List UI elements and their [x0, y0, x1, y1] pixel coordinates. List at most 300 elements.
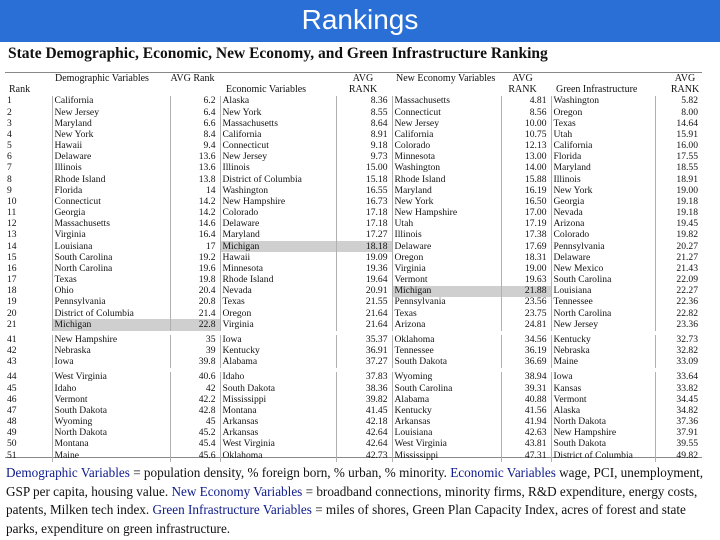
demographic-avg-cell: 35 [170, 333, 220, 346]
demographic-state-cell: New York [52, 130, 170, 141]
green-avg-cell: 33.64 [676, 371, 698, 383]
demographic-state-cell: Montana [52, 439, 170, 450]
table-row [5, 118, 702, 129]
demographic-avg-cell: 39.8 [170, 357, 220, 370]
economic-state-cell: Oregon [220, 308, 336, 319]
rank-cell: 9 [5, 185, 52, 196]
economic-state-cell: Iowa [220, 333, 336, 346]
green-avg-cell: 22.82 [676, 308, 698, 319]
rank-cell: 46 [5, 394, 52, 405]
rank-cell: 5 [5, 141, 52, 152]
table-row [5, 185, 702, 196]
economic-state-cell: District of Columbia [220, 174, 336, 185]
economic-avg-cell: 42.18 [336, 417, 392, 428]
new-economy-state-cell: Tennessee [392, 346, 501, 357]
table-row [5, 308, 702, 319]
demographic-avg-cell: 13.6 [170, 163, 220, 174]
new-economy-avg-cell: 8.56 [501, 107, 551, 118]
new-economy-state-cell: Virginia [392, 264, 501, 275]
demographic-state-cell: District of Columbia [52, 308, 170, 319]
economic-avg-cell: 42.64 [336, 428, 392, 439]
rank-cell: 20 [5, 308, 52, 319]
new-economy-state-cell: Arkansas [392, 417, 501, 428]
economic-avg-cell: 16.73 [336, 197, 392, 208]
new-economy-state-cell: South Dakota [392, 357, 501, 370]
demographic-state-cell: California [52, 96, 170, 107]
demographic-state-cell: Connecticut [52, 197, 170, 208]
green-state-cell: Illinois [551, 174, 655, 185]
economic-state-cell: West Virginia [220, 439, 336, 450]
table-row [5, 264, 702, 275]
economic-state-cell: Colorado [220, 208, 336, 219]
green-avg-cell: 15.91 [676, 129, 698, 140]
new-economy-state-cell: West Virginia [392, 439, 501, 450]
demographic-state-cell: Vermont [52, 394, 170, 405]
rank-cell: 42 [5, 346, 52, 357]
new-economy-avg-cell: 40.88 [501, 394, 551, 405]
table-row [5, 197, 702, 208]
demographic-avg-cell: 22.8 [170, 319, 220, 332]
table-row [5, 357, 702, 370]
header-demographic: Demographic Variables [55, 73, 149, 84]
rank-cell: 44 [5, 370, 52, 383]
rank-cell: 7 [5, 163, 52, 174]
green-avg-cell: 19.82 [676, 230, 698, 241]
new-economy-avg-cell: 17.69 [501, 241, 551, 252]
green-state-cell: Alaska [551, 406, 655, 417]
economic-avg-cell: 16.55 [336, 185, 392, 196]
economic-avg-cell: 42.64 [336, 439, 392, 450]
table-row [5, 370, 702, 383]
table-row [5, 252, 702, 263]
new-economy-state-cell: Alabama [392, 394, 501, 405]
green-avg-cell: 37.36 [676, 416, 698, 428]
demographic-avg-cell: 42.2 [170, 394, 220, 405]
new-economy-avg-cell: 21.88 [501, 286, 551, 297]
demographic-avg-cell: 14 [170, 185, 220, 196]
new-economy-state-cell: Michigan [392, 286, 501, 297]
demographic-state-cell: South Carolina [52, 252, 170, 263]
new-economy-avg-cell: 10.00 [501, 118, 551, 129]
demographic-state-cell: Illinois [52, 163, 170, 174]
table-row [5, 163, 702, 174]
demographic-state-cell: West Virginia [52, 370, 170, 383]
economic-avg-cell: 9.18 [336, 141, 392, 152]
table-row [5, 383, 702, 394]
new-economy-state-cell: California [392, 130, 501, 141]
legend-green-text: = miles of shores, Green Plan Capacity Index, acres of forest and state parks, expenditure on green infrastructure. [6, 502, 686, 536]
economic-state-cell: Arkansas [220, 417, 336, 428]
rank-cell: 14 [5, 241, 52, 252]
demographic-avg-cell: 19.6 [170, 264, 220, 275]
header-avg-rank-demographic: AVG Rank [170, 73, 215, 84]
table-row [5, 319, 702, 332]
new-economy-state-cell: Massachusetts [392, 96, 501, 107]
green-state-cell: Nevada [551, 208, 655, 219]
new-economy-avg-cell: 41.56 [501, 406, 551, 417]
new-economy-avg-cell: 23.75 [501, 308, 551, 319]
demographic-state-cell: Rhode Island [52, 174, 170, 185]
economic-state-cell: Hawaii [220, 252, 336, 263]
economic-avg-cell: 21.64 [336, 319, 392, 332]
rank-cell: 19 [5, 297, 52, 308]
rank-cell: 45 [5, 383, 52, 394]
header-avg-rank-green: AVG RANK [670, 73, 700, 95]
economic-avg-cell: 17.27 [336, 230, 392, 241]
title-bar [0, 0, 720, 42]
economic-avg-cell: 15.18 [336, 174, 392, 185]
economic-avg-cell: 15.00 [336, 163, 392, 174]
economic-avg-cell: 36.91 [336, 346, 392, 357]
economic-avg-cell: 41.45 [336, 406, 392, 417]
economic-avg-cell: 18.18 [336, 241, 392, 252]
economic-state-cell: Massachusetts [220, 118, 336, 129]
economic-state-cell: Delaware [220, 219, 336, 230]
new-economy-avg-cell: 16.19 [501, 185, 551, 196]
green-avg-cell: 32.73 [676, 333, 698, 345]
legend-green-label: Green Infrastructure Variables [152, 502, 312, 517]
new-economy-state-cell: Oregon [392, 252, 501, 263]
green-state-cell: Oregon [551, 107, 655, 118]
new-economy-avg-cell: 36.69 [501, 357, 551, 370]
new-economy-state-cell: Louisiana [392, 428, 501, 439]
green-avg-cell: 33.09 [655, 357, 702, 370]
demographic-state-cell: Florida [52, 185, 170, 196]
rank-cell: 15 [5, 252, 52, 263]
new-economy-state-cell: Utah [392, 219, 501, 230]
rank-cell: 47 [5, 406, 52, 417]
rank-cell: 48 [5, 417, 52, 428]
new-economy-avg-cell: 36.19 [501, 346, 551, 357]
demographic-avg-cell: 45.2 [170, 428, 220, 439]
header-green: Green Infrastructure [556, 84, 638, 95]
green-avg-cell: 16.00 [676, 140, 698, 152]
green-state-cell: Louisiana [551, 286, 655, 297]
demographic-state-cell: Ohio [52, 286, 170, 297]
demographic-avg-cell: 45.6 [170, 450, 220, 461]
legend-new-economy-label: New Economy Variables [171, 483, 303, 499]
new-economy-state-cell: Vermont [392, 275, 501, 286]
new-economy-state-cell: Connecticut [392, 107, 501, 118]
economic-avg-cell: 19.09 [336, 252, 392, 263]
new-economy-state-cell: Rhode Island [392, 174, 501, 185]
rank-cell: 17 [5, 275, 52, 286]
economic-state-cell: Montana [220, 406, 336, 417]
new-economy-avg-cell: 12.13 [501, 141, 551, 152]
new-economy-state-cell: Arizona [392, 319, 501, 332]
table-row [5, 450, 702, 461]
green-avg-cell: 21.43 [676, 263, 698, 274]
table-row [5, 417, 702, 428]
economic-state-cell: Virginia [220, 319, 336, 332]
demographic-state-cell: Michigan [52, 319, 170, 332]
rank-cell: 6 [5, 152, 52, 163]
green-state-cell: North Carolina [551, 308, 655, 319]
economic-state-cell: Connecticut [220, 141, 336, 152]
header-avg-rank-new-economy: AVG RANK [508, 73, 537, 95]
table-row [5, 406, 702, 417]
green-state-cell: Washington [551, 96, 655, 107]
economic-avg-cell: 17.18 [336, 219, 392, 230]
rank-cell: 4 [5, 130, 52, 141]
demographic-avg-cell: 20.8 [170, 297, 220, 308]
economic-state-cell: California [220, 130, 336, 141]
demographic-avg-cell: 21.4 [170, 308, 220, 319]
demographic-state-cell: North Carolina [52, 264, 170, 275]
new-economy-avg-cell: 39.31 [501, 383, 551, 394]
header-rank: Rank [9, 84, 31, 95]
legend-economic-text: wage, PCI, unemployment, GSP per capita, housing value. [6, 465, 704, 499]
table-row [5, 174, 702, 185]
new-economy-avg-cell: 42.63 [501, 428, 551, 439]
table-row [5, 286, 702, 297]
rank-cell: 10 [5, 197, 52, 208]
green-state-cell: New Hampshire [551, 428, 655, 439]
economic-state-cell: Illinois [220, 163, 336, 174]
green-state-cell: North Dakota [551, 417, 655, 428]
rank-cell: 13 [5, 230, 52, 241]
economic-state-cell: Alabama [220, 357, 336, 370]
green-avg-cell: 39.55 [676, 439, 698, 450]
rank-cell: 43 [5, 357, 52, 370]
green-state-cell: Nebraska [551, 346, 655, 357]
green-state-cell: Vermont [551, 394, 655, 405]
demographic-state-cell: Delaware [52, 152, 170, 163]
table-row [5, 130, 702, 141]
green-state-cell: Arizona [551, 219, 655, 230]
new-economy-avg-cell: 19.63 [501, 275, 551, 286]
economic-avg-cell: 21.55 [336, 297, 392, 308]
economic-avg-cell: 8.91 [336, 130, 392, 141]
new-economy-avg-cell: 41.94 [501, 417, 551, 428]
economic-state-cell: Oklahoma [220, 450, 336, 461]
table-row [5, 333, 702, 346]
new-economy-state-cell: South Carolina [392, 383, 501, 394]
demographic-state-cell: Maine [52, 450, 170, 461]
economic-state-cell: Minnesota [220, 264, 336, 275]
demographic-state-cell: New Jersey [52, 107, 170, 118]
new-economy-state-cell: New Jersey [392, 118, 501, 129]
green-avg-cell: 19.18 [676, 207, 698, 219]
green-state-cell: Colorado [551, 230, 655, 241]
economic-avg-cell: 8.55 [336, 107, 392, 118]
green-state-cell: Tennessee [551, 297, 655, 308]
header-economic: Economic Variables [226, 84, 307, 95]
new-economy-state-cell: Pennsylvania [392, 297, 501, 308]
rank-cell: 3 [5, 118, 52, 129]
green-state-cell: Florida [551, 152, 655, 163]
new-economy-avg-cell: 13.00 [501, 152, 551, 163]
demographic-state-cell: Georgia [52, 208, 170, 219]
green-avg-cell: 19.18 [676, 196, 698, 207]
economic-state-cell: Michigan [220, 241, 336, 252]
green-avg-cell: 33.82 [676, 383, 698, 394]
rank-cell: 8 [5, 174, 52, 185]
green-avg-cell: 34.82 [676, 405, 698, 416]
demographic-avg-cell: 19.8 [170, 275, 220, 286]
variables-legend [6, 464, 716, 538]
legend-new-economy-text: = broadband connections, minority firms, R&D expenditure, energy costs, patents, Milken tech index. [6, 483, 698, 517]
green-avg-cell: 5.82 [681, 96, 698, 107]
economic-state-cell: New Hampshire [220, 197, 336, 208]
demographic-avg-cell: 20.4 [170, 286, 220, 297]
economic-state-cell: Mississippi [220, 394, 336, 405]
economic-avg-cell: 38.36 [336, 383, 392, 394]
economic-avg-cell: 37.83 [336, 370, 392, 383]
new-economy-avg-cell: 47.31 [501, 450, 551, 461]
new-economy-avg-cell: 15.88 [501, 174, 551, 185]
table-row [5, 107, 702, 118]
demographic-avg-cell: 16.4 [170, 230, 220, 241]
new-economy-avg-cell: 18.31 [501, 252, 551, 263]
rank-cell: 51 [5, 450, 52, 461]
table-row [5, 241, 702, 252]
legend-economic-label: Economic Variables [450, 465, 556, 480]
economic-avg-cell: 42.73 [336, 450, 392, 461]
green-state-cell: California [551, 141, 655, 152]
new-economy-state-cell: Delaware [392, 241, 501, 252]
green-state-cell: Iowa [551, 370, 655, 383]
economic-state-cell: Rhode Island [220, 275, 336, 286]
rank-cell: 21 [5, 319, 52, 332]
new-economy-avg-cell: 10.75 [501, 130, 551, 141]
new-economy-avg-cell: 38.94 [501, 370, 551, 383]
green-avg-cell: 22.09 [676, 274, 698, 286]
economic-avg-cell: 37.27 [336, 357, 392, 370]
green-avg-cell: 20.27 [676, 241, 698, 252]
demographic-state-cell: Louisiana [52, 241, 170, 252]
rank-cell: 2 [5, 107, 52, 118]
table-title: State Demographic, Economic, New Economy, and Green Infrastructure Ranking [8, 45, 548, 62]
table-row [5, 96, 702, 107]
new-economy-avg-cell: 24.81 [501, 319, 551, 332]
economic-avg-cell: 35.37 [336, 333, 392, 346]
new-economy-avg-cell: 17.19 [501, 219, 551, 230]
table-row [5, 219, 702, 230]
header-new-economy: New Economy Variables [396, 73, 496, 84]
new-economy-state-cell: Mississippi [392, 450, 501, 461]
green-avg-cell: 34.45 [676, 394, 698, 405]
green-state-cell: Texas [551, 118, 655, 129]
green-state-cell: New Mexico [551, 264, 655, 275]
demographic-avg-cell: 14.2 [170, 208, 220, 219]
economic-state-cell: Nevada [220, 286, 336, 297]
new-economy-state-cell: Kentucky [392, 406, 501, 417]
economic-state-cell: South Dakota [220, 383, 336, 394]
rank-cell: 11 [5, 208, 52, 219]
table-row [5, 439, 702, 450]
green-state-cell: New York [551, 185, 655, 196]
table-row [5, 208, 702, 219]
new-economy-state-cell: Minnesota [392, 152, 501, 163]
green-avg-cell: 37.91 [676, 427, 698, 439]
header-avg-rank-economic: AVG RANK [348, 73, 378, 95]
demographic-avg-cell: 42.8 [170, 406, 220, 417]
demographic-state-cell: Idaho [52, 383, 170, 394]
green-avg-cell: 14.64 [676, 118, 698, 129]
green-avg-cell: 19.00 [676, 185, 698, 196]
new-economy-avg-cell: 16.50 [501, 197, 551, 208]
economic-state-cell: Arkansas [220, 428, 336, 439]
rank-cell: 50 [5, 439, 52, 450]
green-avg-cell: 49.82 [676, 450, 698, 461]
green-avg-cell: 22.36 [676, 297, 698, 308]
demographic-state-cell: Wyoming [52, 417, 170, 428]
green-state-cell: Maryland [551, 163, 655, 174]
demographic-state-cell: Maryland [52, 118, 170, 129]
new-economy-avg-cell: 17.38 [501, 230, 551, 241]
economic-state-cell: Washington [220, 185, 336, 196]
green-state-cell: Pennsylvania [551, 241, 655, 252]
economic-avg-cell: 9.73 [336, 152, 392, 163]
economic-avg-cell: 20.91 [336, 286, 392, 297]
rank-cell: 49 [5, 428, 52, 439]
rank-cell: 18 [5, 286, 52, 297]
green-avg-cell: 17.55 [676, 151, 698, 163]
table-row [5, 346, 702, 357]
table-row [5, 394, 702, 405]
new-economy-avg-cell: 43.81 [501, 439, 551, 450]
economic-state-cell: Alaska [220, 96, 336, 107]
legend-demographic-text: = population density, % foreign born, % urban, % minority. [133, 465, 447, 480]
economic-avg-cell: 39.82 [336, 394, 392, 405]
demographic-state-cell: Hawaii [52, 141, 170, 152]
new-economy-avg-cell: 4.81 [501, 96, 551, 107]
demographic-state-cell: Iowa [52, 357, 170, 370]
green-state-cell: District of Columbia [551, 450, 655, 461]
rank-cell: 41 [5, 333, 52, 346]
new-economy-state-cell: Illinois [392, 230, 501, 241]
green-avg-cell: 18.91 [676, 174, 698, 185]
green-state-cell: Utah [551, 130, 655, 141]
demographic-avg-cell: 42 [170, 383, 220, 394]
economic-state-cell: New Jersey [220, 152, 336, 163]
economic-state-cell: New York [220, 107, 336, 118]
ranking-table [5, 96, 702, 462]
demographic-state-cell: New Hampshire [52, 333, 170, 346]
demographic-avg-cell: 14.6 [170, 219, 220, 230]
demographic-avg-cell: 45 [170, 417, 220, 428]
demographic-avg-cell: 13.6 [170, 152, 220, 163]
demographic-state-cell: Nebraska [52, 346, 170, 357]
new-economy-avg-cell: 17.00 [501, 208, 551, 219]
demographic-avg-cell: 17 [170, 241, 220, 252]
economic-avg-cell: 19.64 [336, 275, 392, 286]
demographic-state-cell: Massachusetts [52, 219, 170, 230]
green-avg-cell: 19.45 [676, 218, 698, 230]
new-economy-state-cell: Texas [392, 308, 501, 319]
table-row [5, 275, 702, 286]
new-economy-avg-cell: 34.56 [501, 333, 551, 346]
demographic-state-cell: Texas [52, 275, 170, 286]
green-avg-cell: 22.27 [676, 285, 698, 297]
rank-cell: 12 [5, 219, 52, 230]
rank-cell: 1 [5, 96, 52, 107]
demographic-state-cell: Virginia [52, 230, 170, 241]
rank-cell: 16 [5, 264, 52, 275]
economic-avg-cell: 8.64 [336, 118, 392, 129]
economic-avg-cell: 21.64 [336, 308, 392, 319]
demographic-avg-cell: 14.2 [170, 197, 220, 208]
new-economy-state-cell: Washington [392, 163, 501, 174]
green-state-cell: Kentucky [551, 333, 655, 346]
new-economy-state-cell: New York [392, 197, 501, 208]
demographic-avg-cell: 45.4 [170, 439, 220, 450]
new-economy-avg-cell: 19.00 [501, 264, 551, 275]
new-economy-avg-cell: 14.00 [501, 163, 551, 174]
table-row [5, 141, 702, 152]
demographic-state-cell: Pennsylvania [52, 297, 170, 308]
